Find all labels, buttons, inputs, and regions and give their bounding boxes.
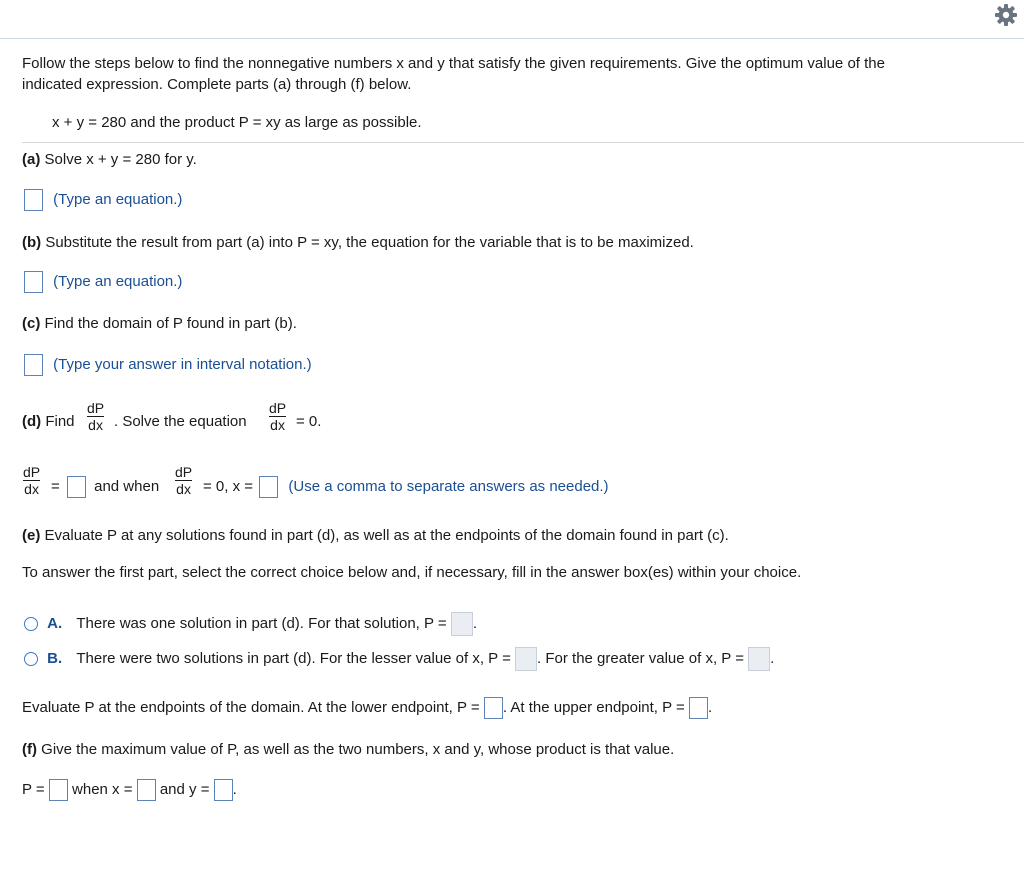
gear-icon[interactable] xyxy=(993,2,1019,28)
part-c-label: (c) xyxy=(22,315,41,332)
fraction-numerator: dP xyxy=(87,400,105,416)
x-value-box[interactable] xyxy=(137,779,156,801)
choice-b[interactable]: B. There were two solutions in part (d). For the lesser value of x, P = . For the greater value of x, P = . xyxy=(24,647,774,671)
derivative-answer-box[interactable] xyxy=(67,476,86,498)
when-x-text: when x = xyxy=(72,780,133,798)
part-d-x-row xyxy=(203,476,609,498)
part-d-label: (d) xyxy=(22,413,42,430)
part-b-answer-box[interactable] xyxy=(24,271,43,293)
endpoints-text-2: . At the upper endpoint, P = xyxy=(502,698,685,716)
equals-sign: = xyxy=(51,477,60,495)
part-b-answer-row xyxy=(24,271,182,293)
part-b-prompt xyxy=(22,234,694,251)
fraction-denominator: dx xyxy=(176,481,191,497)
part-c-prompt xyxy=(22,315,297,332)
instructions-line-2: indicated expression. Complete parts (a) through (f) below. xyxy=(22,76,412,93)
part-d-hint: (Use a comma to separate answers as needed.) xyxy=(288,477,609,495)
part-c-hint: (Type your answer in interval notation.) xyxy=(53,355,312,373)
choice-a-letter: A. xyxy=(47,614,63,632)
y-value-box[interactable] xyxy=(214,779,233,801)
part-d-equation-fraction xyxy=(268,400,287,433)
choice-a-text: There was one solution in part (d). For that solution, P = xyxy=(76,614,447,632)
part-e-text: Evaluate P at any solutions found in part (d), as well as at the endpoints of the domain found in part (c). xyxy=(44,527,729,544)
problem-statement: x + y = 280 and the product P = xy as large as possible. xyxy=(52,114,422,131)
part-a-text: Solve x + y = 280 for y. xyxy=(44,151,197,168)
part-a-hint: (Type an equation.) xyxy=(53,190,183,208)
choice-b-lesser-box[interactable] xyxy=(515,647,537,671)
part-c-answer-row xyxy=(24,354,312,376)
part-d-answer-fraction xyxy=(22,464,41,497)
choice-b-text-1: There were two solutions in part (d). For the lesser value of x, P = xyxy=(76,649,511,667)
part-b-hint: (Type an equation.) xyxy=(53,272,183,290)
p-eq-text: P = xyxy=(22,780,45,798)
part-c-text: Find the domain of P found in part (b). xyxy=(44,315,297,332)
part-a-prompt xyxy=(22,151,197,168)
part-d-solve-text: . Solve the equation xyxy=(114,413,247,430)
part-d-when-fraction xyxy=(174,464,193,497)
choice-b-radio[interactable] xyxy=(24,652,38,666)
choice-b-letter: B. xyxy=(47,649,63,667)
part-a-answer-row xyxy=(24,189,182,211)
fraction-numerator: dP xyxy=(23,464,41,480)
fraction-denominator: dx xyxy=(24,481,39,497)
part-f-label: (f) xyxy=(22,741,37,758)
choice-a-radio[interactable] xyxy=(24,617,38,631)
part-d-prompt-start xyxy=(22,413,75,430)
eq-zero-x-text: = 0, x = xyxy=(203,477,254,495)
fraction-numerator: dP xyxy=(175,464,193,480)
part-e-label: (e) xyxy=(22,527,41,544)
choice-b-text-2: . For the greater value of x, P = xyxy=(537,649,744,667)
divider xyxy=(22,142,1024,143)
upper-endpoint-box[interactable] xyxy=(689,697,708,719)
part-e-instruction: To answer the first part, select the correct choice below and, if necessary, fill in the answer box(es) within your choice. xyxy=(22,564,802,581)
fraction-denominator: dx xyxy=(270,417,285,433)
fraction-denominator: dx xyxy=(88,417,103,433)
part-f-answer-row: P = when x = and y = . xyxy=(22,779,237,801)
critical-x-answer-box[interactable] xyxy=(259,476,278,498)
part-d-derivative-fraction xyxy=(86,400,105,433)
part-c-answer-box[interactable] xyxy=(24,354,43,376)
part-e-prompt xyxy=(22,527,729,544)
part-a-answer-box[interactable] xyxy=(24,189,43,211)
part-f-prompt xyxy=(22,741,674,758)
endpoints-text-1: Evaluate P at the endpoints of the domain. At the lower endpoint, P = xyxy=(22,698,480,716)
and-y-text: and y = xyxy=(159,780,210,798)
part-d-eq-zero: = 0. xyxy=(296,413,322,430)
top-toolbar xyxy=(0,0,1024,39)
part-a-label: (a) xyxy=(22,151,41,168)
part-d-find: Find xyxy=(45,413,75,430)
choice-a[interactable]: A. There was one solution in part (d). For that solution, P = . xyxy=(24,612,477,636)
fraction-numerator: dP xyxy=(269,400,287,416)
part-f-text: Give the maximum value of P, as well as the two numbers, x and y, whose product is that value. xyxy=(41,741,675,758)
instructions-line-1: Follow the steps below to find the nonnegative numbers x and y that satisfy the given requirements. Give the optimum value of the xyxy=(22,55,885,72)
part-b-text: Substitute the result from part (a) into P = xy, the equation for the variable that is to be maximized. xyxy=(45,234,694,251)
choice-a-answer-box[interactable] xyxy=(451,612,473,636)
and-when-text: and when xyxy=(94,477,160,495)
part-d-answer-row xyxy=(51,476,159,498)
max-p-box[interactable] xyxy=(49,779,68,801)
endpoints-row: Evaluate P at the endpoints of the domain. At the lower endpoint, P = . At the upper endpoint, P = . xyxy=(22,697,712,719)
choice-b-greater-box[interactable] xyxy=(748,647,770,671)
lower-endpoint-box[interactable] xyxy=(484,697,503,719)
part-b-label: (b) xyxy=(22,234,42,251)
